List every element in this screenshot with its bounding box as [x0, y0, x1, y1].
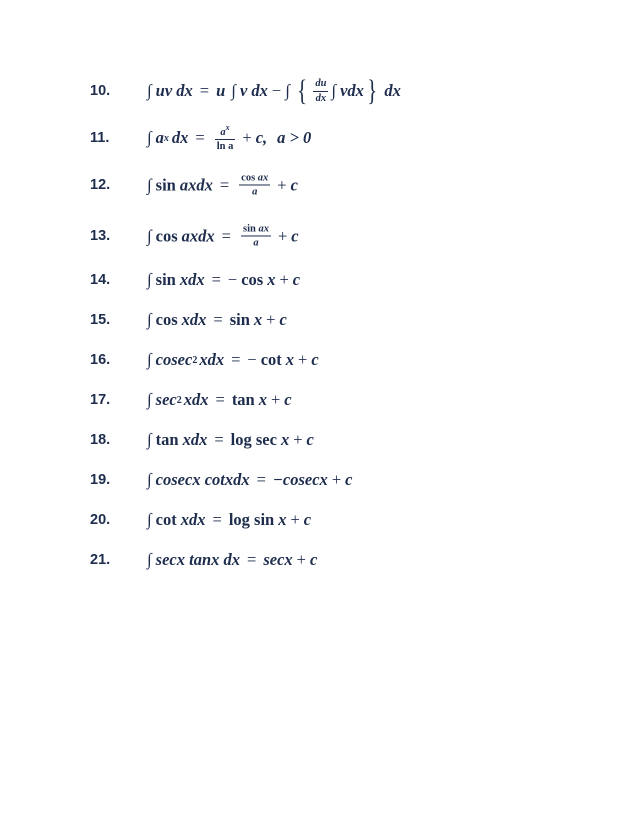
- formula-expression: ∫ cos xdx = sin x + c: [147, 310, 287, 329]
- formula-number: 19.: [90, 472, 111, 488]
- formula-number: 18.: [90, 432, 111, 448]
- integral-sign: ∫: [147, 226, 152, 245]
- integral-sign: ∫: [147, 510, 152, 529]
- formula-row-12: [0, 165, 638, 205]
- formula-row-20: [0, 500, 638, 540]
- integral-sign: ∫: [147, 270, 152, 289]
- formula-expression: ∫ sin xdx = − cos x + c: [147, 270, 301, 289]
- formula-row-17: [0, 380, 638, 420]
- integral-sign: ∫: [285, 81, 290, 100]
- formula-number: 11.: [90, 130, 110, 146]
- formula-expression: ∫ cosec 2 xdx = − cot x + c: [147, 350, 319, 369]
- integral-sign: ∫: [147, 550, 152, 569]
- fraction: $\frac{du}{dx}$: [315, 78, 327, 104]
- integral-sign: ∫: [147, 310, 152, 329]
- formula-number: 17.: [90, 392, 111, 408]
- integral-sign: ∫: [147, 128, 152, 147]
- formula-expression: ∫ tan xdx = log sec x + c: [147, 430, 314, 449]
- formula-row-15: [0, 300, 638, 340]
- integral-sign: ∫: [231, 81, 236, 100]
- formula-number: 12.: [90, 177, 111, 193]
- formula-expression: ∫ cosecx cotxdx = −cosecx + c: [147, 470, 353, 489]
- formula-number: 13.: [90, 228, 111, 244]
- formula-expression: ∫ cot xdx = log sin x + c: [147, 510, 312, 529]
- formula-expression: ∫ secx tanx dx = secx + c: [147, 550, 318, 569]
- formula-number: 21.: [90, 552, 111, 568]
- formula-row-21: [0, 540, 638, 580]
- formula-number: 16.: [90, 352, 111, 368]
- formula-number: 15.: [90, 312, 111, 328]
- formula-expression: ∫ cos axdx = $\frac{\text{sin ax}}{a}$ + c: [147, 223, 299, 249]
- fraction: $\frac{\text{cos ax}}{a}$: [241, 172, 269, 198]
- integral-sign: ∫: [147, 430, 152, 449]
- formula-number: 14.: [90, 272, 111, 288]
- formula-expression: ∫ sec 2 xdx = tan x + c: [147, 390, 292, 409]
- formula-number: 10.: [90, 83, 111, 99]
- formula-row-18: [0, 420, 638, 460]
- formula-row-19: [0, 460, 638, 500]
- integral-sign: ∫: [147, 470, 152, 489]
- formula-expression: ∫ sin axdx = $\frac{\text{cos ax}}{a}$ + c: [147, 172, 298, 198]
- formula-row-14: [0, 260, 638, 300]
- formula-row-10: [0, 71, 638, 111]
- formula-number: 20.: [90, 512, 111, 528]
- integral-sign: ∫: [147, 81, 152, 100]
- right-brace: }: [367, 74, 378, 107]
- formula-expression: ∫ uv dx = u ∫ v dx − ∫ { $\frac{du}{dx}$ ∫ vdx } dx: [147, 74, 401, 107]
- integral-sign: ∫: [147, 390, 152, 409]
- integral-sign: ∫: [147, 350, 152, 369]
- formula-row-11: [0, 118, 638, 158]
- integral-sign: ∫: [331, 81, 337, 100]
- left-brace: {: [297, 74, 308, 107]
- fraction: $\frac{\text{sin ax}}{a}$: [242, 223, 269, 249]
- formula-expression: ∫ a x dx = $\frac{a^x}{\text{ln a}}$ + c, a > 0: [147, 122, 312, 152]
- formula-row-16: [0, 340, 638, 380]
- integral-sign: ∫: [147, 175, 152, 194]
- formula-row-13: [0, 216, 638, 256]
- fraction: $\frac{a^x}{\text{ln a}}$: [216, 122, 234, 152]
